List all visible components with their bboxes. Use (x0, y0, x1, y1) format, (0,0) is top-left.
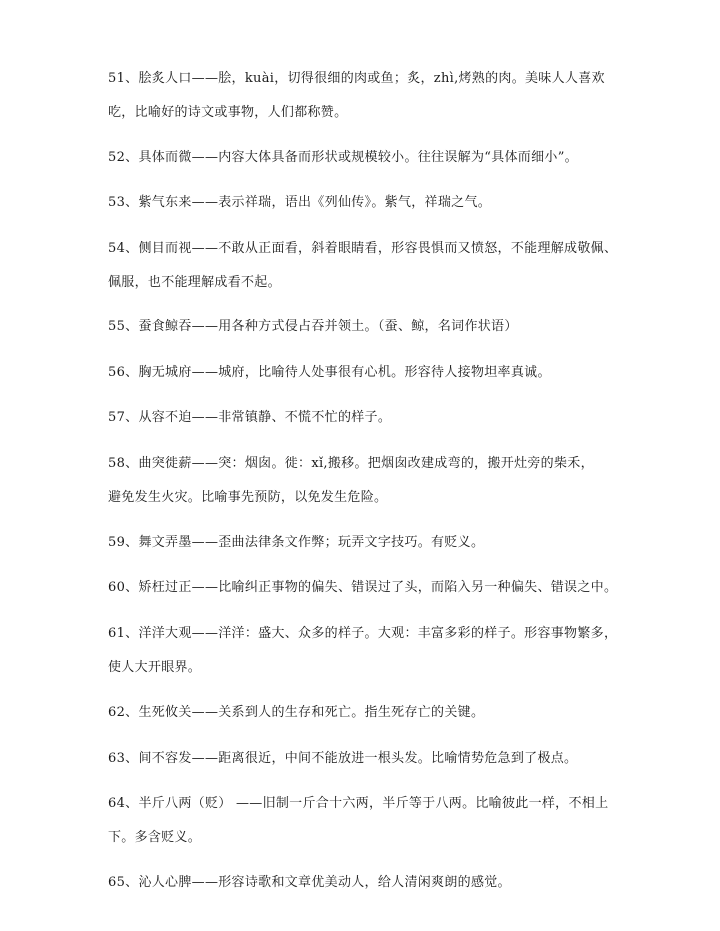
entry-line: 使人大开眼界。 (108, 660, 202, 675)
entry-line: 62、生死攸关——关系到人的生存和死亡。指生死存亡的关键。 (108, 705, 485, 720)
entry-51 (108, 62, 620, 130)
entry-60 (108, 571, 620, 605)
entry-line: 52、具体而微——内容大体具备而形状或规模较小。往往误解为“具体而细小”。 (108, 150, 578, 165)
entry-line: 54、侧目而视——不敢从正面看，斜着眼睛看，形容畏惧而又愤怒，不能理解成敬佩、 (108, 241, 618, 256)
entry-line: 57、从容不迫——非常镇静、不慌不忙的样子。 (108, 410, 392, 425)
entry-line: 63、间不容发——距离很近，中间不能放进一根头发。比喻情势危急到了极点。 (108, 751, 578, 766)
entry-64 (108, 787, 620, 855)
entry-65 (108, 866, 620, 900)
entry-57 (108, 401, 620, 435)
entry-line: 下。多含贬义。 (108, 830, 202, 845)
entry-59 (108, 526, 620, 560)
entry-line: 55、蚕食鲸吞——用各种方式侵占吞并领土。（蚕、鲸，名词作状语） (108, 319, 518, 334)
entry-63 (108, 742, 620, 776)
entry-line: 53、紫气东来——表示祥瑞，语出《列仙传》。紫气，祥瑞之气。 (108, 195, 492, 210)
entry-line: 59、舞文弄墨——歪曲法律条文作弊；玩弄文字技巧。有贬义。 (108, 535, 485, 550)
entry-53 (108, 186, 620, 220)
entry-line: 吃，比喻好的诗文或事物，人们都称赞。 (108, 105, 348, 120)
entry-62 (108, 696, 620, 730)
entry-61 (108, 617, 620, 685)
entry-line: 51、脍炙人口——脍，kuài，切得很细的肉或鱼；炙，zhì,烤熟的肉。美味人人喜欢 (108, 71, 605, 86)
entry-line: 56、胸无城府——城府，比喻待人处事很有心机。形容待人接物坦率真诚。 (108, 365, 551, 380)
entry-line: 避免发生火灾。比喻事先预防，以免发生危险。 (108, 490, 388, 505)
entry-line: 64、半斤八两（贬） ——旧制一斤合十六两，半斤等于八两。比喻彼此一样，不相上 (108, 796, 609, 811)
entry-56 (108, 356, 620, 390)
entry-line: 58、曲突徙薪——突：烟囱。徙：xǐ,搬移。把烟囱改建成弯的，搬开灶旁的柴禾， (108, 456, 594, 471)
entry-54 (108, 232, 620, 300)
entry-line: 60、矫枉过正——比喻纠正事物的偏失、错误过了头，而陷入另一种偏失、错误之中。 (108, 580, 618, 595)
entry-line: 佩服，也不能理解成看不起。 (108, 275, 281, 290)
entry-52 (108, 141, 620, 175)
entry-line: 61、洋洋大观——洋洋：盛大、众多的样子。大观：丰富多彩的样子。形容事物繁多， (108, 626, 618, 641)
entry-line: 65、沁人心脾——形容诗歌和文章优美动人，给人清闲爽朗的感觉。 (108, 875, 511, 890)
entry-58 (108, 447, 620, 515)
entry-55 (108, 310, 620, 344)
